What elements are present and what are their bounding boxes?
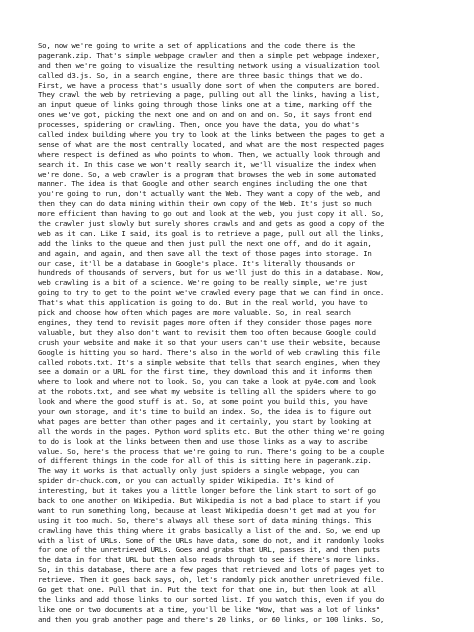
text-line: manner. The idea is that Google and other search engines including the one that [38,179,368,189]
text-line: look and where the good stuff is at. So, at some point you build this, you have [38,397,368,407]
text-line: and then we're going to visualize the resulting network using a visualization tool [38,60,380,70]
text-line: an input queue of links going through those links one at a time, marking off the [38,100,372,110]
text-line: engines, they tend to revisit pages more often if they consider those pages more [38,317,372,327]
text-line: see a domain or a URL for the first time, they download this and it informs them [38,367,372,377]
text-line: interesting, but it takes you a little longer before the link start to sort of go [38,486,376,496]
text-line: where respect is defined as who points to whom. Then, we actually look through and [38,149,380,159]
text-line: to do is look at the links between them and use those links as a way to ascribe [38,436,368,446]
text-line: web crawling is a bit of a science. We're going to be really simple, we're just [38,278,368,288]
text-line: Go get that one. Pull that in. Put the text for that one in, but then look at all [38,584,376,594]
text-line: ones we've got, picking the next one and on and on and on. So, it says front end [38,110,372,120]
text-line: called index building where you try to look at the links between the pages to get a [38,130,385,140]
text-line: hundreds of thousands of servers, but for us we'll just do this in a database. Now, [38,268,385,278]
text-line: So, in this database, there are a few pages that retrieved and lots of pages yet to [38,565,385,575]
text-line: Google is hitting you so hard. There's also in the world of web crawling this file [38,347,380,357]
text-line: They crawl the web by retrieving a page, pulling out all the links, having a list, [38,90,380,100]
text-line: the data in for that URL but then also reads through to see if there's more links. [38,555,380,565]
text-line: search it. In this case we won't really search it, we'll visualize the index when [38,159,376,169]
text-line: for one of the unretrieved URLs. Goes and grabs that URL, passes it, and then puts [38,545,380,555]
text-line: what pages are better than other pages and it certainly, you start by looking at [38,416,372,426]
text-line: processes, spidering or crawling. Then, once you have the data, you do what's [38,120,360,130]
text-line: crawling have this thing where it grabs basically a list of the and. So, we end up [38,525,380,535]
text-line: where to look and where not to look. So, you can take a look at py4e.com and look [38,377,376,387]
text-line: So, now we're going to write a set of applications and the code there is the [38,41,355,50]
text-line: crush your website and make it so that your users can't use their website, because [38,337,380,347]
text-line: retrieve. Then it goes back says, oh, let's randomly pick another unretrieved file. [38,575,385,585]
text-line: the crawler just slowly but surely shores crawls and and gets as good a copy of the [38,219,385,229]
text-line: pick and choose how often which pages are more valuable. So, in real search [38,308,351,318]
text-line: at the robots.txt, and see what my website is telling all the spiders where to go [38,387,376,397]
text-line: and again, and again, and then save all the text of those pages into storage. In [38,248,372,258]
text-line: called d3.js. So, in a search engine, there are three basic things that we do. [38,70,364,80]
text-line: First, we have a process that's usually done sort of when the computers are bored. [38,80,380,90]
text-line: with a list of URLs. Some of the URLs have data, some do not, and it randomly looks [38,535,385,545]
text-line: using it too much. So, there's always all these sort of data mining things. This [38,515,372,525]
text-line: web as it can. Like I said, its goal is to retrieve a page, pull out all the links, [38,228,385,238]
text-line: add the links to the queue and then just pull the next one off, and do it again, [38,238,372,248]
text-line: you're going to run, don't actually want the Web. They want a copy of the web, and [38,189,380,199]
text-line: the links and add those links to our sorted list. If you watch this, even if you do [38,594,385,604]
text-line: That's what this application is going to do. But in the real world, you have to [38,298,368,308]
text-line: valuable, but they also don't want to revisit them too often because Google could [38,327,376,337]
text-line: spider dr-chuck.com, or you can actually spider Wikipedia. It's kind of [38,476,335,486]
text-line: more efficient than having to go out and look at the web, you just copy it all. So, [38,209,385,219]
text-line: we're done. So, a web crawler is a program that browses the web in some automated [38,169,376,179]
text-line: our case, it'll be a database in Google's place. It's literally thousands or [38,258,355,268]
text-line: called robots.txt. It's a simple website that tells that search engines, when they [38,357,380,367]
text-line: all the words in the pages. Python word splits etc. But the other thing we're going [38,426,385,436]
text-line: The way it works is that actually only just spiders a single webpage, you can [38,466,360,476]
text-line: and then you grab another page and there's 20 links, or 60 links, or 100 links. So, [38,614,385,624]
text-line: of different things in the code for all of this is sitting here in pagerank.zip. [38,456,372,466]
transcript-text [38,41,443,625]
text-line: back to one another on Wikipedia. But Wikipedia is not a bad place to start if you [38,495,380,505]
text-line: value. So, here's the process that we're going to run. There's going to be a couple [38,446,385,456]
text-line: like one or two documents at a time, you'll be like "Wow, that was a lot of links" [38,604,380,614]
text-line: then they can do data mining within their own copy of the Web. It's just so much [38,199,372,209]
text-line: sense of what are the most centrally located, and what are the most respected pages [38,139,385,149]
text-line: going to try to get to the point we've crawled every page that we can find in once. [38,288,385,298]
text-line: want to run something long, because at least Wikipedia doesn't get mad at you for [38,505,376,515]
text-line: pagerank.zip. That's simple webpage crawler and then a simple pet webpage indexer, [38,50,380,60]
text-line: your own storage, and it's time to build an index. So, the idea is to figure out [38,406,372,416]
